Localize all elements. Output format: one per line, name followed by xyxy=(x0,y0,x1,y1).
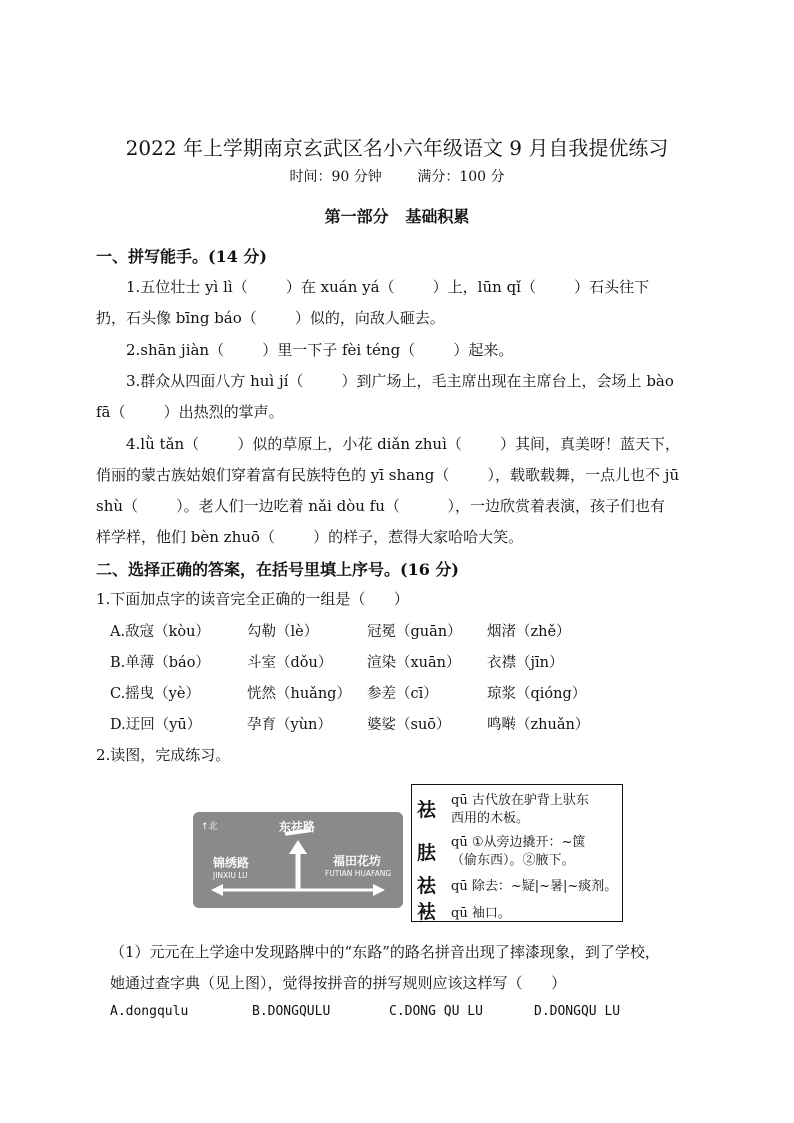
dict-char: 胠 xyxy=(417,842,437,864)
option-d-3: 婆娑（suō） xyxy=(367,717,451,733)
dictionary-box xyxy=(411,784,623,922)
dict-def: 西用的木板。 xyxy=(451,811,530,826)
section1-line: 2.shān jiàn（ ）里一下子 fèi téng（ ）起来。 xyxy=(126,341,514,359)
dict-def: qū ①从旁边撬开：~箧 xyxy=(451,835,586,850)
answer-a: A.dongqulu xyxy=(110,1004,189,1019)
section1-heading: 一、拼写能手。(14 分) xyxy=(96,247,267,266)
section2-heading: 二、选择正确的答案，在括号里填上序号。(16 分) xyxy=(96,560,459,579)
option-b-4: 衣襟（jīn） xyxy=(487,655,564,671)
dict-char: 袪 xyxy=(417,901,437,923)
section1-line: 1.五位壮士 yì lì（ ）在 xuán yá（ ）上，lūn qǐ（ ）石头往下 xyxy=(126,278,650,296)
option-a-4: 烟渚（zhě） xyxy=(487,624,571,640)
answer-b: B.DONGQULU xyxy=(252,1004,331,1019)
section1-line: 俏丽的蒙古族姑娘们穿着富有民族特色的 yī shang（ ），载歌载舞，一点儿也不 jū xyxy=(96,466,680,484)
road-sign xyxy=(193,812,403,908)
sign-right-road: 福田花坊 xyxy=(333,854,382,868)
option-a-2: 勾勒（lè） xyxy=(247,624,319,640)
option-c-3: 参差（cī） xyxy=(367,686,438,702)
answer-d: D.DONGQU LU xyxy=(534,1004,621,1019)
dict-def: qū 袖口。 xyxy=(451,906,511,921)
question-2: 2.读图，完成练习。 xyxy=(96,746,231,764)
section1-line: 4.lǜ tǎn（ ）似的草原上，小花 diǎn zhuì（ ）其间，真美呀！蓝天下， xyxy=(126,435,681,453)
dict-def: （偷东西）。②腋下。 xyxy=(451,853,575,868)
option-c-1: C.摇曳（yè） xyxy=(110,686,200,702)
part-heading: 第一部分 基础积累 xyxy=(324,207,470,226)
sign-left-pinyin: JINXIU LU xyxy=(213,871,248,880)
option-d-2: 孕育（yùn） xyxy=(247,717,332,733)
section1-line: 样学样，他们 bèn zhuō（ ）的样子，惹得大家哈哈大笑。 xyxy=(96,528,524,546)
page-title: 2022 年上学期南京玄武区名小六年级语文 9 月自我提优练习 xyxy=(125,136,669,160)
section1-line: 扔，石头像 bīng báo（ ）似的，向敌人砸去。 xyxy=(96,309,445,327)
option-b-3: 渲染（xuān） xyxy=(367,655,461,671)
option-b-1: B.单薄（báo） xyxy=(110,655,210,671)
q2-sub1-line1: （1）元元在上学途中发现路牌中的“东路”的路名拼音出现了摔漆现象，到了学校， xyxy=(110,943,660,961)
option-b-2: 斗室（dǒu） xyxy=(247,655,333,671)
dict-char: 祛 xyxy=(417,799,437,821)
option-c-4: 琼浆（qióng） xyxy=(487,686,587,702)
section1-line: 3.群众从四面八方 huì jí（ ）到广场上，毛主席出现在主席台上，会场上 bào xyxy=(126,372,674,390)
q2-sub1-line2: 她通过查字典（见上图），觉得按拼音的拼写规则应该这样写（ ） xyxy=(110,974,567,992)
dict-def: qū 古代放在驴背上驮东 xyxy=(451,793,589,808)
sign-top-road: 东祛路 xyxy=(279,820,316,834)
option-d-4: 鸣啭（zhuǎn） xyxy=(487,717,590,733)
section1-line: shù（ ）。老人们一边吃着 nǎi dòu fu（ ），一边欣赏着表演，孩子们也有 xyxy=(96,497,666,515)
answer-c: C.DONG QU LU xyxy=(389,1004,483,1019)
option-a-3: 冠冕（guān） xyxy=(367,624,462,640)
dict-def: qū 除去：~疑|~暑|~痰剂。 xyxy=(451,879,618,894)
sign-right-pinyin: FUTIAN HUAFANG xyxy=(325,869,392,878)
question-1: 1.下面加点字的读音完全正确的一组是（ ） xyxy=(96,590,409,608)
north-marker: ↑北 xyxy=(201,822,218,832)
option-d-1: D.迂回（yū） xyxy=(110,717,202,733)
option-a-1: A.敌寇（kòu） xyxy=(110,624,210,640)
dict-char: 祛 xyxy=(417,875,437,897)
option-c-2: 恍然（huǎng） xyxy=(247,686,351,702)
sign-left-road: 锦绣路 xyxy=(213,856,250,870)
section1-line: fā（ ）出热烈的掌声。 xyxy=(96,403,284,421)
time-score-info: 时间：90 分钟 满分：100 分 xyxy=(289,169,505,185)
